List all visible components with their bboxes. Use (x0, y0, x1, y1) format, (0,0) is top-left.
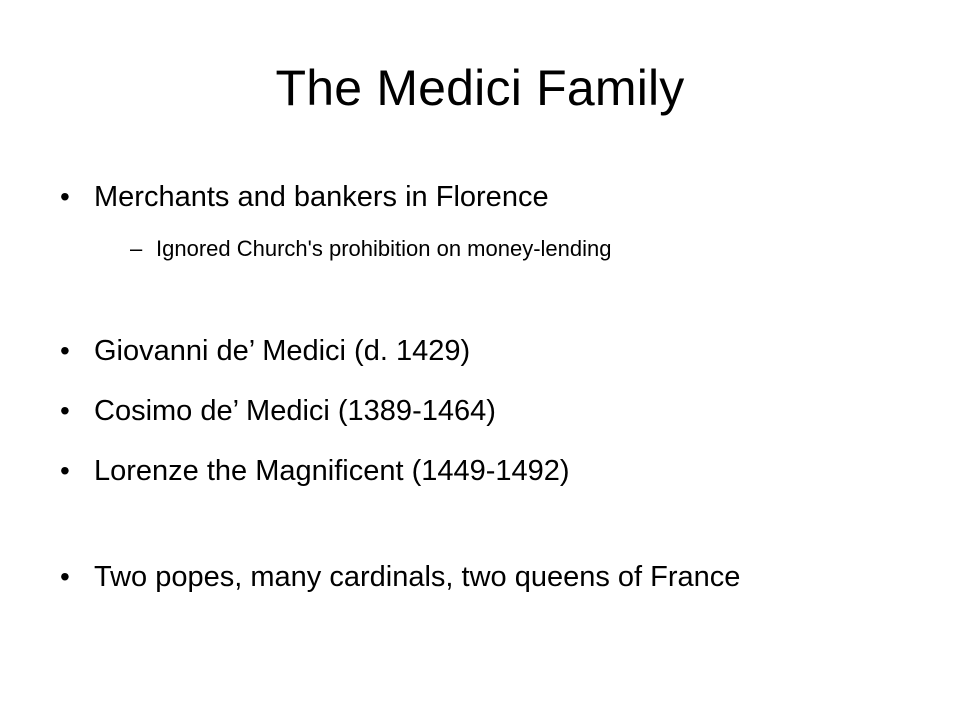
sub-bullet-item (130, 236, 611, 262)
bullet-item (60, 560, 740, 595)
bullet-item (60, 180, 549, 215)
bullet-text: Two popes, many cardinals, two queens of France (94, 561, 741, 593)
bullet-text: Merchants and bankers in Florence (94, 181, 549, 213)
bullet-dot-icon: • (60, 181, 70, 212)
bullet-item (60, 394, 496, 429)
bullet-text: Giovanni de’ Medici (d. 1429) (94, 335, 471, 367)
slide-title: The Medici Family (275, 60, 685, 116)
bullet-dot-icon: • (60, 335, 70, 366)
bullet-dot-icon: • (60, 395, 70, 426)
bullet-dot-icon: • (60, 561, 70, 592)
bullet-item (60, 334, 470, 369)
bullet-text: Lorenze the Magnificent (1449-1492) (94, 455, 570, 487)
bullet-text: Cosimo de’ Medici (1389-1464) (94, 395, 496, 427)
bullet-dot-icon: • (60, 455, 70, 486)
sub-bullet-text: Ignored Church's prohibition on money-lending (156, 236, 612, 261)
bullet-item (60, 454, 570, 489)
sub-bullet-dash-icon: – (130, 236, 143, 261)
